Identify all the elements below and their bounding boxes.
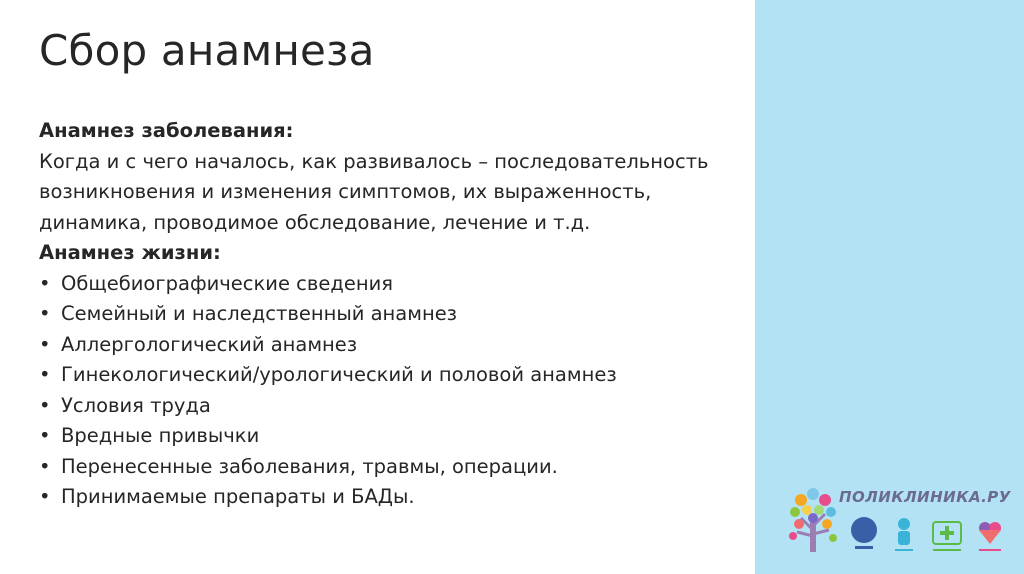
list-item <box>39 421 744 452</box>
medkit-partner-icon <box>929 516 965 556</box>
bullet-icon: • <box>39 271 51 295</box>
list-item-text: Аллергологический анамнез <box>61 332 358 356</box>
list-item-text: Условия труда <box>61 393 211 417</box>
life-history-list <box>39 269 744 513</box>
slide-body <box>39 116 744 513</box>
logo-wordmark: ПОЛИКЛИНИКА.РУ <box>839 488 1011 506</box>
list-item <box>39 330 744 361</box>
disease-history-heading: Анамнез заболевания: <box>39 119 294 142</box>
list-item-text: Вредные привычки <box>61 424 260 447</box>
bullet-icon: • <box>39 454 51 478</box>
list-item-text: Гинекологический/урологический и половой анамнез <box>61 363 617 386</box>
heart-partner-icon <box>975 516 1005 556</box>
list-item-text: Перенесенные заболевания, травмы, операции. <box>61 454 558 478</box>
list-item <box>39 452 744 483</box>
bullet-icon: • <box>39 424 51 447</box>
slide-title: Сбор анамнеза <box>39 26 375 75</box>
bullet-icon: • <box>39 393 51 417</box>
list-item-text: Семейный и наследственный анамнез <box>61 302 458 325</box>
disease-history-text: Когда и с чего началось, как развивалось – последовательность возникновения и изменения симптомов, их выраженность, динамика, проводимое обследование, лечение и т.д. <box>39 149 709 234</box>
list-item <box>39 482 744 513</box>
tree-logo-icon <box>787 480 839 558</box>
list-item-text: Принимаемые препараты и БАДы. <box>61 485 415 508</box>
bullet-icon: • <box>39 332 51 356</box>
bullet-icon: • <box>39 485 51 508</box>
tooth-partner-icon <box>847 516 881 556</box>
list-item <box>39 360 744 391</box>
bullet-icon: • <box>39 363 51 386</box>
list-item <box>39 391 744 422</box>
list-item <box>39 299 744 330</box>
list-item-text: Общебиографические сведения <box>61 271 394 295</box>
bullet-icon: • <box>39 302 51 325</box>
poliklinika-logo <box>787 480 1017 560</box>
child-partner-icon <box>891 516 917 556</box>
list-item <box>39 269 744 300</box>
life-history-heading: Анамнез жизни: <box>39 241 221 264</box>
